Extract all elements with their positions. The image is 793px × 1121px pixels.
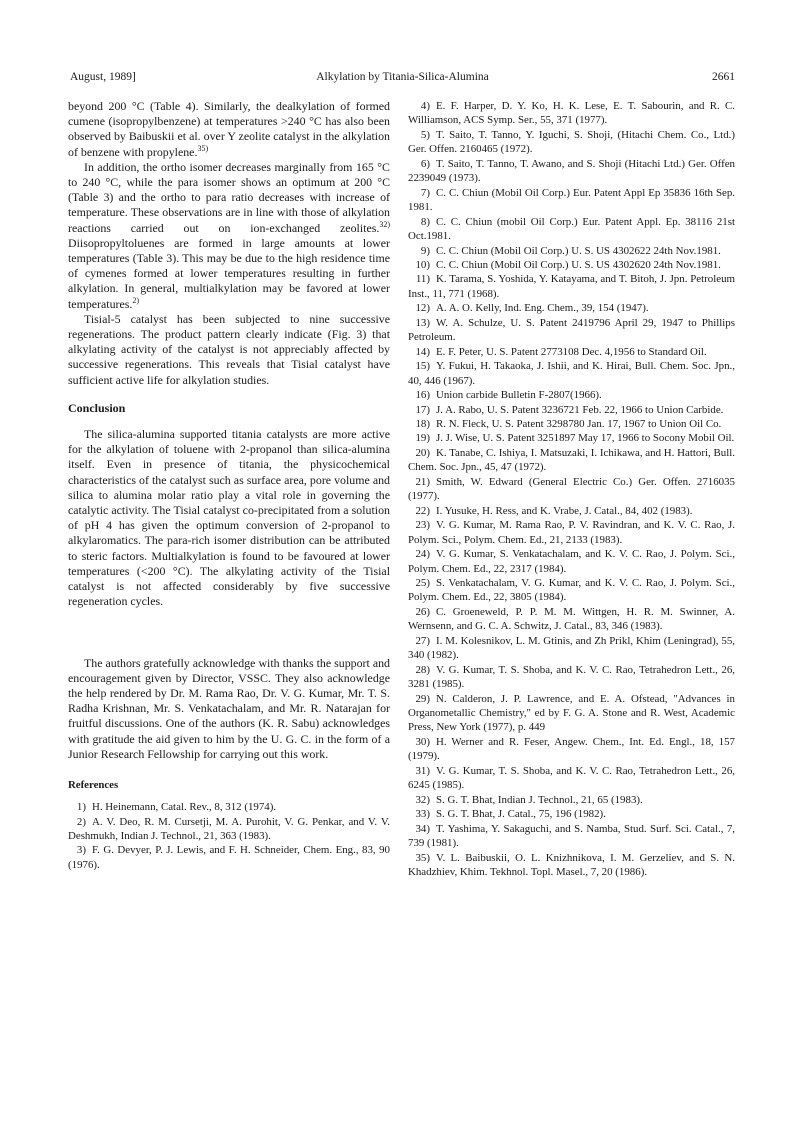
reference-item: [408, 244, 735, 258]
reference-text: V. L. Baibuskii, O. L. Knizhnikova, I. M. Gerzeliev, and S. N. Khadzhiev, Khim. Tekhnol. Topl. Masel., 7, 20 (1986).: [408, 851, 735, 879]
reference-text: C. C. Chiun (Mobil Oil Corp.) Eur. Patent Appl Ep 35836 16th Sep. 1981.: [408, 186, 735, 214]
references-heading: References: [68, 778, 119, 791]
reference-number: 34): [415, 822, 430, 835]
reference-item: [408, 345, 735, 359]
reference-number: 21): [415, 475, 430, 488]
reference-number: 9): [420, 244, 430, 257]
reference-number: 33): [415, 808, 430, 821]
reference-text: I. Yusuke, H. Ress, and K. Vrabe, J. Catal., 84, 402 (1983).: [436, 504, 693, 517]
reference-item: [408, 403, 735, 417]
reference-item: [408, 851, 735, 880]
reference-number: 17): [415, 403, 430, 416]
section-heading-conclusion: Conclusion: [68, 400, 126, 415]
running-header: [70, 70, 735, 86]
reference-item: [408, 634, 735, 663]
page-number: 2661: [712, 71, 735, 83]
reference-number: 16): [415, 389, 430, 402]
reference-item: [408, 272, 735, 301]
reference-number: 28): [415, 663, 430, 676]
reference-item: [68, 800, 390, 814]
reference-item: [408, 316, 735, 345]
reference-number: 2): [76, 815, 86, 828]
reference-text: S. G. T. Bhat, Indian J. Technol., 21, 65 (1983).: [436, 793, 643, 806]
reference-text: T. Saito, T. Tanno, Y. Iguchi, S. Shoji, (Hitachi Chem. Co., Ltd.) Ger. Offen. 2160465 (1972).: [408, 128, 735, 156]
reference-number: 19): [415, 432, 430, 445]
reference-text: C. Groeneweld, P. P. M. M. Wittgen, H. R. M. Swinner, A. Wernsenn, and G. C. A. Schwitz, J. Catal., 83, 346 (1983).: [408, 605, 735, 633]
reference-number: 23): [415, 519, 430, 532]
reference-item: [408, 258, 735, 272]
reference-number: 32): [415, 793, 430, 806]
reference-item: [408, 807, 735, 821]
reference-text: R. N. Fleck, U. S. Patent 3298780 Jan. 17, 1967 to Union Oil Co.: [436, 417, 722, 430]
citation-marker: 2): [132, 295, 140, 305]
reference-number: 29): [415, 692, 430, 705]
reference-number: 24): [415, 548, 430, 561]
reference-text: H. Heinemann, Catal. Rev., 8, 312 (1974).: [92, 801, 277, 814]
reference-item: [408, 576, 735, 605]
citation-marker: 35): [197, 143, 209, 153]
reference-text: V. G. Kumar, T. S. Shoba, and K. V. C. Rao, Tetrahedron Lett., 26, 6245 (1985).: [408, 764, 735, 792]
body-paragraph: beyond 200 °C (Table 4). Similarly, the dealkylation of formed cumene (isopropylbenzene) at temperatures >240 °C has also been observed by Baibuskii et al. over Y zeolite catalyst in the alkylation of benzene with propylene.$^{35)}$: [68, 99, 390, 159]
reference-text: S. G. T. Bhat, J. Catal., 75, 196 (1982).: [436, 808, 606, 821]
reference-number: 25): [415, 576, 430, 589]
reference-item: [408, 417, 735, 431]
reference-item: [408, 215, 735, 244]
reference-text: S. Venkatachalam, V. G. Kumar, and K. V. C. Rao, J. Polym. Sci., Polym. Chem. Ed., 22, 3805 (1984).: [408, 576, 735, 604]
reference-text: E. F. Peter, U. S. Patent 2773108 Dec. 4,1956 to Standard Oil.: [436, 345, 707, 358]
reference-item: [408, 547, 735, 576]
reference-number: 6): [420, 157, 430, 170]
reference-item: [408, 735, 735, 764]
reference-number: 13): [415, 316, 430, 329]
reference-text: K. Tarama, S. Yoshida, Y. Katayama, and T. Bitoh, J. Jpn. Petroleum Inst., 11, 771 (1968).: [408, 273, 735, 300]
reference-text: Union carbide Bulletin F-2807(1966).: [436, 389, 602, 402]
reference-text: N. Calderon, J. P. Lawrence, and E. A. Ofstead, "Advances in Organometallic Chemistry," ed by F. G. A. Stone and R. West, Academic Press, New York (1977), p. 449: [408, 692, 735, 734]
reference-number: 31): [415, 764, 430, 777]
reference-list: [68, 800, 390, 872]
reference-number: 5): [420, 128, 430, 141]
reference-text: E. F. Harper, D. Y. Ko, H. K. Lese, E. T. Sabourin, and R. C. Williamson, ACS Symp. Ser., 55, 371 (1977).: [408, 100, 735, 127]
reference-text: T. Saito, T. Tanno, T. Awano, and S. Shoji (Hitachi Ltd.) Ger. Offen 2239049 (1973).: [408, 157, 735, 185]
right-column: [408, 99, 735, 879]
reference-text: I. M. Kolesnikov, L. M. Gtinis, and Zh Prikl, Khim (Leningrad), 55, 340 (1982).: [408, 634, 735, 662]
reference-item: [408, 301, 735, 315]
reference-item: [408, 359, 735, 388]
reference-text: H. Werner and R. Feser, Angew. Chem., Int. Ed. Engl., 18, 157 (1979).: [408, 735, 735, 763]
conclusion-paragraph: The silica-alumina supported titania catalysts are more active for the alkylation of toluene with 2-propanol than silica-alumina itself. Even in presence of titania, the physicochemical characteristics of the catalyst such as surface area, pore volume and silica to alumina molar ratio play a vital role in governing the catalytic activity. The Tisial catalyst co-precipitated from a solution of pH 4 has given the optimum conversion of 2-propanol to alkylaromatics. The para-rich isomer distribution can be attributed to steric factors. Multialkylation is found to be favoured at lower temperatures (<200 °C). The alkylating activity of the Tisial catalyst is not affected considerably by five successive regeneration cycles.: [68, 427, 390, 609]
reference-item: [68, 843, 390, 872]
reference-item: [408, 388, 735, 402]
reference-number: 20): [415, 446, 430, 459]
reference-text: C. C. Chiun (Mobil Oil Corp.) U. S. US 4302622 24th Nov.1981.: [436, 244, 721, 257]
reference-number: 7): [420, 186, 430, 199]
reference-text: Y. Fukui, H. Takaoka, J. Ishii, and K. Hirai, Bull. Chem. Soc. Jpn., 40, 446 (1967).: [408, 360, 735, 387]
body-paragraph: In addition, the ortho isomer decreases marginally from 165 °C to 240 °C, while the para isomer shows an optimum at 200 °C (Table 3) and the ortho to para ratio decreases with increase of temperature. These observations are in line with those of alkylation reactions carried out on ion-exchanged zeolites.$^{32)}$ Diisopropyltoluenes are formed in large amounts at lower temperatures (Table 3). This may be due to the high residence time of cymenes formed at lower temperatures resulting in further alkylation. In general, multialkylation may be favored at lower temperatures.$^{2)}$: [68, 159, 390, 311]
header-title: Alkylation by Titania-Silica-Alumina: [316, 71, 489, 83]
reference-number: 12): [415, 302, 430, 315]
reference-text: T. Yashima, Y. Sakaguchi, and S. Namba, Stud. Surf. Sci. Catal., 7, 739 (1981).: [408, 822, 735, 850]
reference-item: [408, 99, 735, 128]
reference-item: [408, 793, 735, 807]
acknowledgement-paragraph: The authors gratefully acknowledge with thanks the support and encouragement given by Director, VSSC. They also acknowledge the help rendered by Dr. M. Rama Rao, Dr. V. G. Kumar, Mr. T. S. Radha Krishnan, Mr. S. Venkatachalam, and Mr. R. Natarajan for fruitful discussions. One of the authors (K. R. Sabu) acknowledges with gratitude the aid given to him by the U. G. C. in the form of a Junior Research Fellowship for carrying out this work.: [68, 655, 390, 761]
reference-item: [68, 815, 390, 844]
citation-marker: 32): [379, 219, 390, 229]
reference-item: [408, 518, 735, 547]
reference-number: 22): [415, 504, 430, 517]
reference-number: 3): [76, 844, 86, 857]
reference-text: V. G. Kumar, T. S. Shoba, and K. V. C. Rao, Tetrahedron Lett., 26, 3281 (1985).: [408, 663, 735, 691]
body-paragraph: Tisial-5 catalyst has been subjected to nine successive regenerations. The product pattern clearly indicate (Fig. 3) that alkylating activity of the catalyst is not appreciably affected by successive regenerations. This reveals that Tisial catalyst have sufficient active life for alkylation studies.: [68, 311, 390, 387]
reference-text: A. A. O. Kelly, Ind. Eng. Chem., 39, 154 (1947).: [436, 302, 649, 315]
reference-text: K. Tanabe, C. Ishiya, I. Matsuzaki, I. Ichikawa, and H. Hattori, Bull. Chem. Soc. Jpn., 45, 47 (1972).: [408, 446, 735, 474]
reference-number: 35): [415, 851, 430, 864]
reference-number: 11): [415, 273, 430, 286]
reference-text: V. G. Kumar, M. Rama Rao, P. V. Ravindran, and K. V. C. Rao, J. Polym. Sci., Polym. Chem. Ed., 21, 2133 (1983).: [408, 519, 735, 546]
reference-text: V. G. Kumar, S. Venkatachalam, and K. V. C. Rao, J. Polym. Sci., Polym. Chem. Ed., 22, 2317 (1984).: [408, 548, 735, 575]
reference-text: J. A. Rabo, U. S. Patent 3236721 Feb. 22, 1966 to Union Carbide.: [436, 403, 724, 416]
reference-number: 1): [76, 801, 86, 814]
reference-number: 18): [415, 417, 430, 430]
reference-text: J. J. Wise, U. S. Patent 3251897 May 17, 1966 to Socony Mobil Oil.: [436, 432, 735, 445]
reference-text: C. C. Chiun (mobil Oil Corp.) Eur. Patent Appl. Ep. 38116 21st Oct.1981.: [408, 215, 735, 243]
reference-text: C. C. Chiun (Mobil Oil Corp.) U. S. US 4302620 24th Nov.1981.: [436, 258, 721, 271]
reference-item: [408, 446, 735, 475]
reference-item: [408, 186, 735, 215]
reference-item: [408, 128, 735, 157]
reference-text: Smith, W. Edward (General Electric Co.) Ger. Offen. 2716035 (1977).: [408, 475, 735, 503]
reference-item: [408, 605, 735, 634]
reference-text: W. A. Schulze, U. S. Patent 2419796 April 29, 1947 to Phillips Petroleum.: [408, 316, 735, 344]
reference-number: 15): [415, 360, 430, 373]
header-date: August, 1989]: [70, 71, 136, 83]
reference-item: [408, 764, 735, 793]
reference-item: [408, 692, 735, 735]
reference-item: [408, 822, 735, 851]
reference-item: [408, 157, 735, 186]
left-column: [68, 99, 390, 872]
reference-number: 10): [415, 258, 430, 271]
reference-list: [408, 99, 735, 879]
reference-text: F. G. Devyer, P. J. Lewis, and F. H. Schneider, Chem. Eng., 83, 90 (1976).: [68, 844, 390, 871]
reference-number: 26): [415, 605, 430, 618]
reference-number: 8): [420, 215, 430, 228]
reference-text: A. V. Deo, R. M. Cursetji, M. A. Purohit, V. G. Penkar, and V. V. Deshmukh, Indian J. Technol., 21, 363 (1983).: [68, 815, 390, 842]
reference-number: 14): [415, 345, 430, 358]
reference-item: [408, 504, 735, 518]
reference-item: [408, 663, 735, 692]
reference-number: 30): [415, 735, 430, 748]
reference-number: 27): [415, 634, 430, 647]
reference-item: [408, 475, 735, 504]
reference-item: [408, 431, 735, 445]
reference-number: 4): [420, 100, 430, 112]
